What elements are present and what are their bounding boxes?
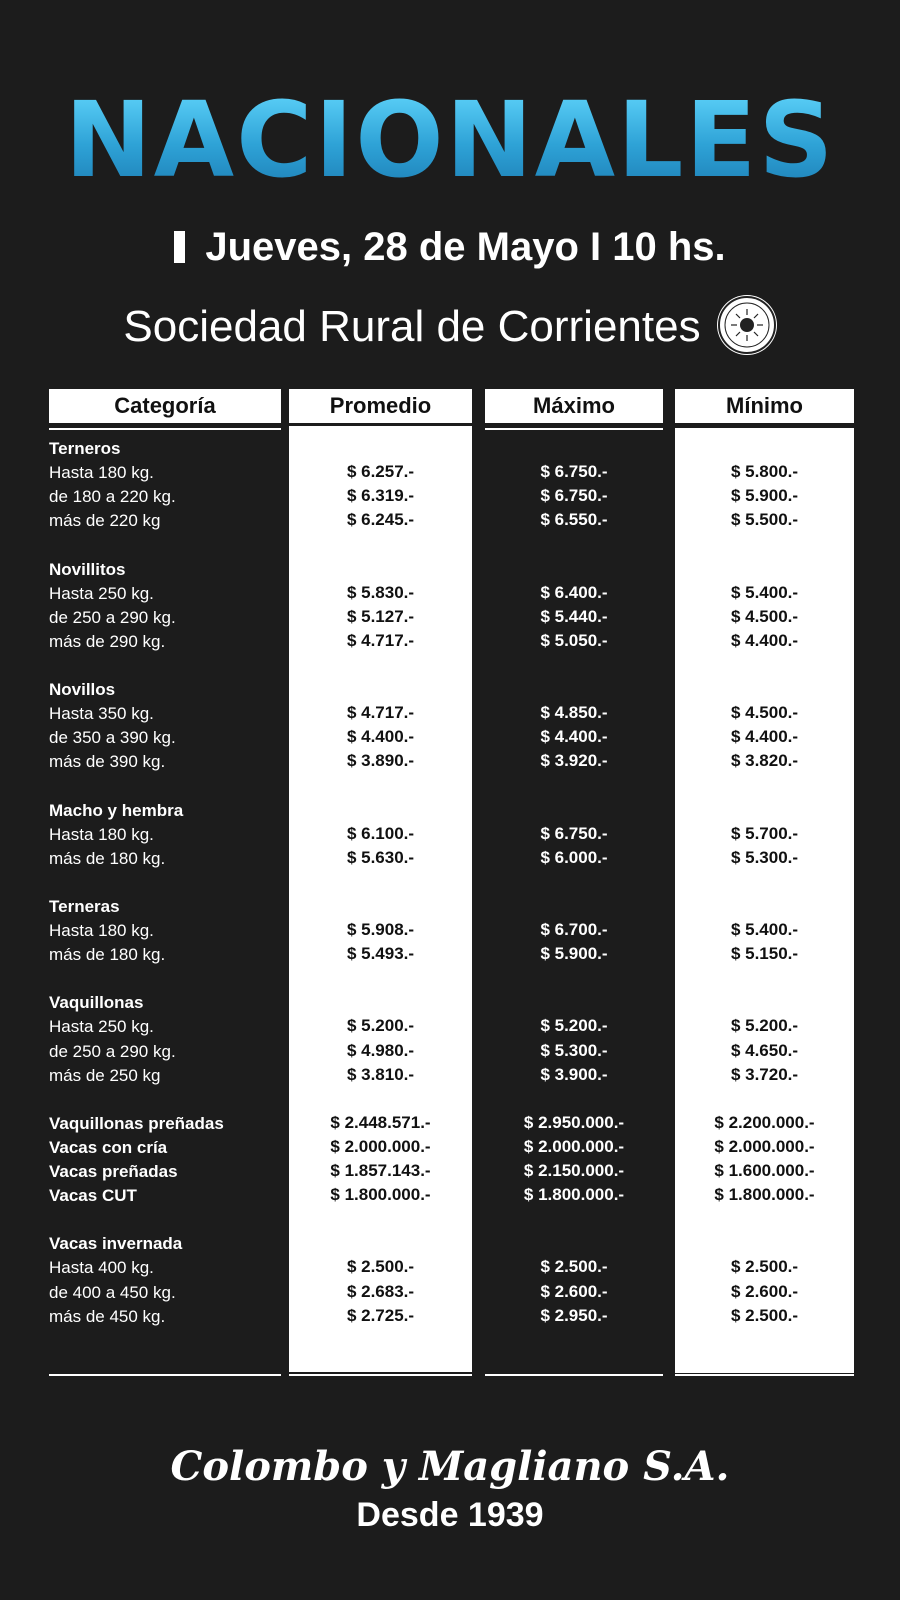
auction-date: [0, 222, 900, 272]
minimo-value: $ 1.800.000.-: [714, 1185, 815, 1205]
maximo-value: $ 6.750.-: [540, 486, 608, 506]
minimo-value: $ 5.800.-: [730, 462, 799, 482]
minimo-value: $ 5.700.-: [730, 823, 799, 843]
promedio-value: $ 1.800.000.-: [330, 1185, 431, 1205]
category-label: de 400 a 450 kg.: [49, 1282, 176, 1302]
minimo-value: $ 3.720.-: [730, 1064, 799, 1084]
category-heading: Terneros: [49, 439, 121, 458]
minimo-value: $ 2.200.000.-: [714, 1112, 815, 1132]
society-seal-icon: [717, 295, 777, 355]
minimo-value: $ 4.500.-: [730, 703, 799, 723]
category-label: de 250 a 290 kg.: [49, 1041, 176, 1061]
category-label: de 180 a 220 kg.: [49, 487, 176, 507]
bottom-line: [49, 1374, 281, 1376]
maximo-value: $ 2.950.000.-: [523, 1112, 625, 1132]
promedio-value: $ 5.908.-: [346, 920, 415, 939]
header-categoria: Categoría: [49, 389, 281, 423]
header-minimo: Mínimo: [675, 389, 854, 423]
promedio-value: $ 3.890.-: [346, 751, 415, 771]
maximo-value: $ 5.900.-: [540, 944, 608, 964]
minimo-value: $ 4.500.-: [730, 606, 799, 626]
header-promedio: Promedio: [289, 389, 472, 423]
promedio-value: $ 2.448.571.-: [330, 1112, 431, 1132]
category-label: Hasta 250 kg.: [49, 1017, 154, 1037]
category-label: más de 390 kg.: [49, 752, 166, 772]
maximo-column: [485, 430, 663, 1372]
maximo-value: $ 6.550.-: [540, 510, 608, 530]
category-label: Hasta 180 kg.: [49, 463, 154, 483]
maximo-value: $ 6.400.-: [540, 582, 608, 602]
page-title: NACIONALES: [0, 88, 900, 192]
maximo-value: $ 5.440.-: [540, 606, 608, 626]
category-label: más de 450 kg.: [49, 1306, 166, 1326]
promedio-value: $ 2.683.-: [346, 1281, 415, 1301]
header-underline: [485, 428, 663, 430]
category-label: más de 180 kg.: [49, 945, 166, 965]
category-label: más de 180 kg.: [49, 848, 166, 868]
promedio-value: $ 4.400.-: [346, 727, 415, 747]
maximo-value: $ 3.920.-: [540, 751, 608, 771]
maximo-value: $ 5.050.-: [540, 630, 608, 650]
minimo-value: $ 2.000.000.-: [714, 1136, 815, 1156]
category-heading: Vacas CUT: [49, 1186, 137, 1206]
promedio-value: $ 6.257.-: [346, 462, 415, 482]
category-heading: Vacas con cría: [49, 1137, 168, 1157]
bottom-line: [485, 1374, 663, 1376]
promedio-value: $ 3.810.-: [346, 1064, 415, 1084]
minimo-value: $ 1.600.000.-: [714, 1161, 815, 1180]
bar-marker: [174, 231, 185, 263]
promedio-column: [289, 426, 472, 1372]
minimo-value: $ 5.900.-: [730, 486, 799, 506]
brand-since: Desde 1939: [356, 1496, 544, 1534]
category-label: Hasta 400 kg.: [49, 1258, 154, 1278]
society-line: [0, 295, 900, 355]
promedio-value: $ 4.980.-: [346, 1040, 415, 1060]
promedio-value: $ 5.830.-: [346, 582, 415, 602]
promedio-value: $ 4.717.-: [346, 630, 415, 650]
promedio-value: $ 2.000.000.-: [330, 1136, 431, 1156]
promedio-value: $ 6.245.-: [346, 510, 415, 530]
category-heading: Vaquillonas preñadas: [49, 1113, 224, 1133]
minimo-value: $ 4.650.-: [730, 1040, 799, 1060]
bottom-line: [289, 1374, 472, 1376]
category-heading: Terneras: [49, 896, 120, 916]
minimo-value: $ 2.600.-: [730, 1281, 799, 1301]
category-heading: Vaquillonas: [49, 993, 144, 1013]
category-label: Hasta 180 kg.: [49, 824, 154, 844]
category-heading: Novillos: [49, 680, 116, 699]
maximo-value: $ 6.700.-: [540, 920, 608, 939]
minimo-value: $ 5.500.-: [730, 510, 799, 530]
maximo-value: $ 3.900.-: [540, 1064, 608, 1084]
promedio-value: $ 4.717.-: [346, 703, 415, 723]
maximo-value: $ 4.850.-: [540, 703, 608, 723]
minimo-value: $ 4.400.-: [730, 630, 799, 650]
minimo-value: $ 5.200.-: [730, 1016, 799, 1036]
header-maximo: Máximo: [485, 389, 663, 423]
promedio-value: $ 5.630.-: [346, 847, 415, 867]
category-label: de 350 a 390 kg.: [49, 728, 176, 748]
category-heading: Vacas preñadas: [49, 1162, 178, 1181]
minimo-value: $ 5.400.-: [730, 582, 799, 602]
maximo-value: $ 4.400.-: [540, 727, 608, 747]
maximo-value: $ 2.150.000.-: [523, 1161, 625, 1180]
category-heading: Vacas invernada: [49, 1234, 183, 1254]
promedio-value: $ 1.857.143.-: [330, 1161, 431, 1180]
minimo-column: [675, 428, 854, 1373]
category-heading: Macho y hembra: [49, 800, 184, 820]
auction-date-text: Jueves, 28 de Mayo I 10 hs.: [205, 225, 726, 269]
maximo-value: $ 5.300.-: [540, 1040, 608, 1060]
minimo-value: $ 3.820.-: [730, 751, 799, 771]
society-name: Sociedad Rural de Corrientes: [123, 302, 701, 351]
bottom-line: [675, 1374, 854, 1376]
minimo-value: $ 4.400.-: [730, 727, 799, 747]
category-label: más de 220 kg: [49, 511, 161, 531]
category-label: Hasta 350 kg.: [49, 704, 154, 724]
promedio-value: $ 5.127.-: [346, 606, 415, 626]
promedio-value: $ 5.200.-: [346, 1016, 415, 1036]
category-label: Hasta 180 kg.: [49, 921, 154, 940]
minimo-value: $ 5.150.-: [730, 944, 799, 964]
maximo-value: $ 6.750.-: [540, 823, 608, 843]
promedio-value: $ 2.500.-: [346, 1257, 415, 1277]
minimo-value: $ 2.500.-: [730, 1257, 799, 1277]
promedio-value: $ 6.319.-: [346, 486, 415, 506]
maximo-value: $ 6.000.-: [540, 847, 608, 867]
maximo-value: $ 1.800.000.-: [523, 1185, 625, 1205]
maximo-value: $ 2.500.-: [540, 1257, 608, 1277]
category-label: de 250 a 290 kg.: [49, 607, 176, 627]
promedio-value: $ 2.725.-: [346, 1305, 415, 1325]
maximo-value: $ 2.600.-: [540, 1281, 608, 1301]
maximo-value: $ 6.750.-: [540, 462, 608, 482]
category-label: Hasta 250 kg.: [49, 583, 154, 603]
promedio-value: $ 5.493.-: [346, 944, 415, 964]
maximo-value: $ 2.950.-: [540, 1305, 608, 1325]
brand-name: Colombo y Magliano S.A.: [170, 1443, 730, 1490]
minimo-value: $ 2.500.-: [730, 1305, 799, 1325]
category-label: más de 290 kg.: [49, 631, 166, 651]
category-label: más de 250 kg: [49, 1065, 161, 1085]
minimo-value: $ 5.400.-: [730, 920, 799, 939]
promedio-value: $ 6.100.-: [346, 823, 415, 843]
maximo-value: $ 5.200.-: [540, 1016, 608, 1036]
minimo-value: $ 5.300.-: [730, 847, 799, 867]
header-underline: [49, 428, 281, 430]
maximo-value: $ 2.000.000.-: [523, 1136, 625, 1156]
category-heading: Novillitos: [49, 559, 126, 579]
